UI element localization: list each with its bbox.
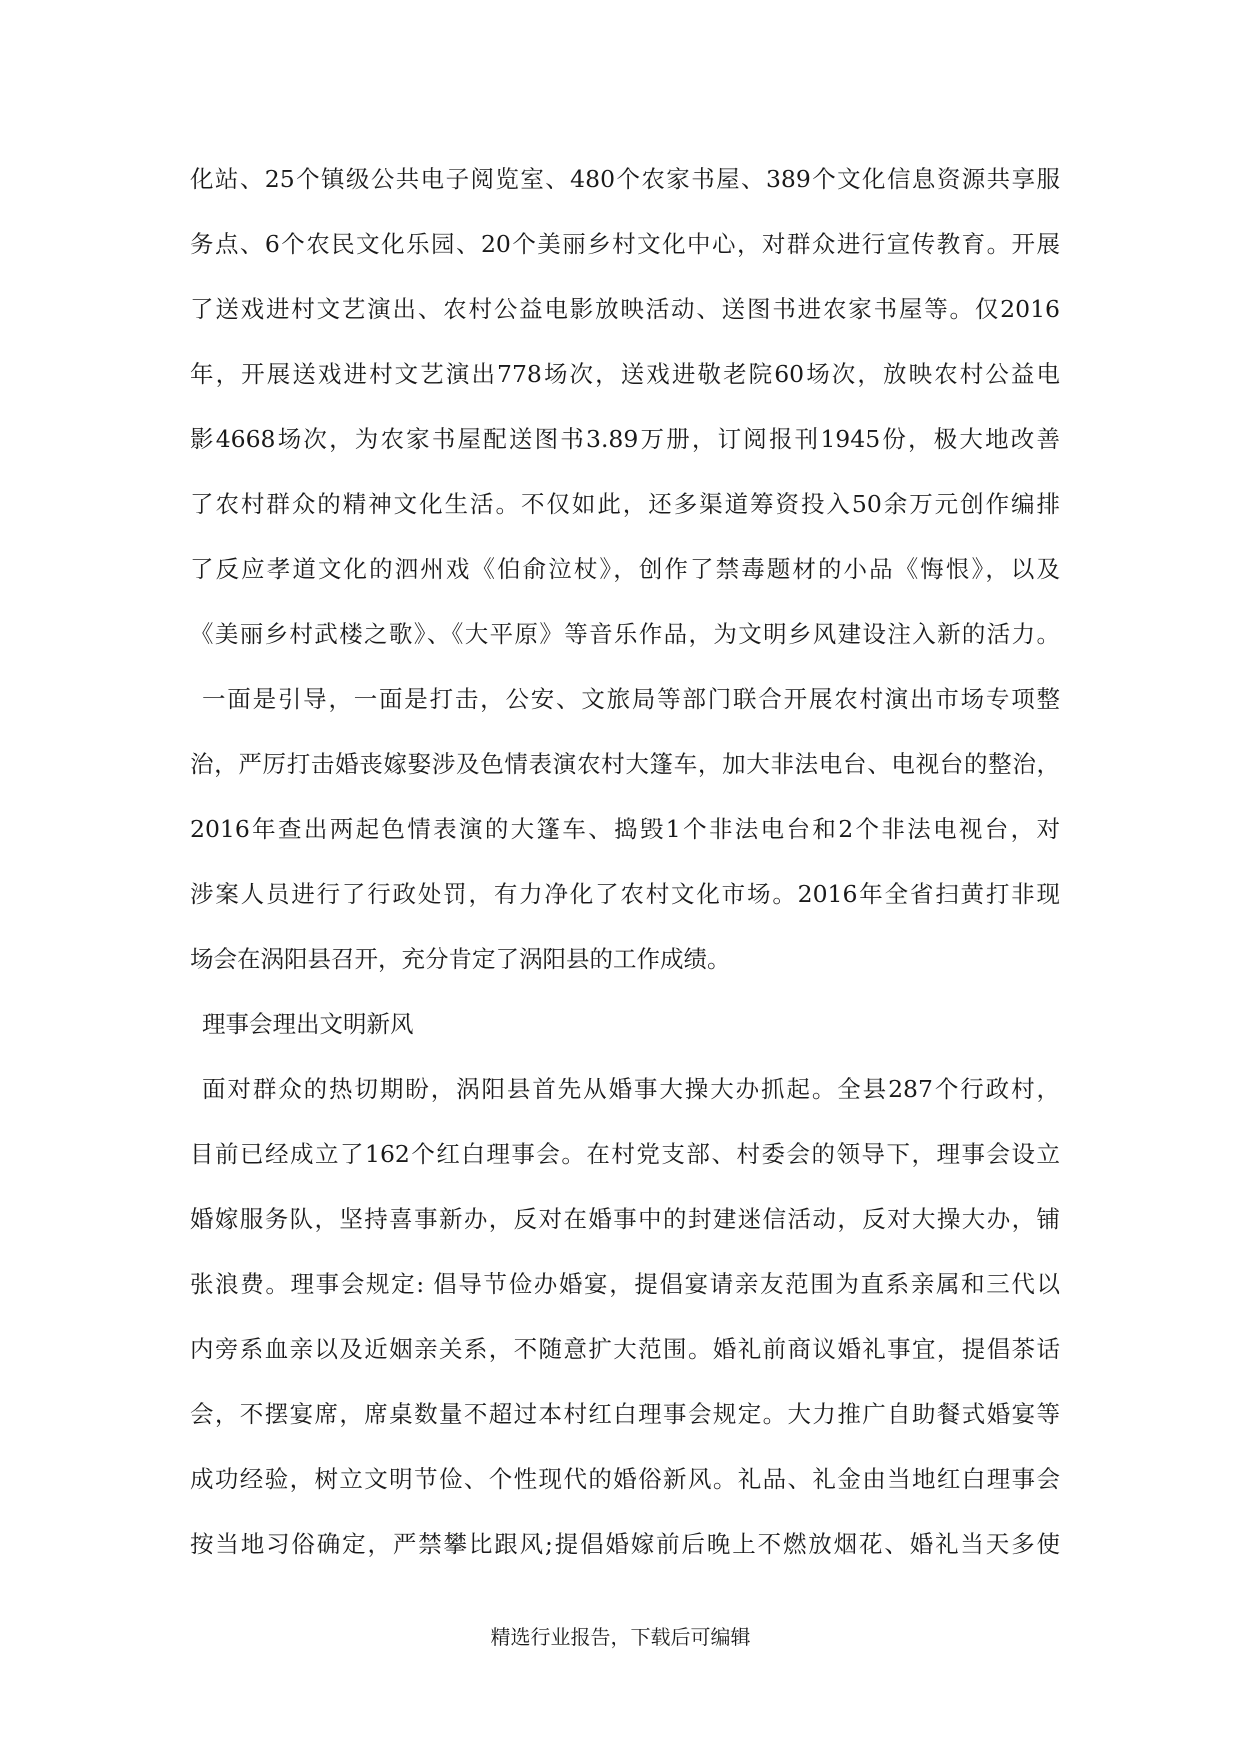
text-line: 按当地习俗确定，严禁攀比跟风;提倡婚嫁前后晚上不燃放烟花、婚礼当天多使 (190, 1530, 1060, 1558)
text-line: 了送戏进村文艺演出、农村公益电影放映活动、送图书进农家书屋等。仅2016 (190, 295, 1060, 323)
text-line: 会，不摆宴席，席桌数量不超过本村红白理事会规定。大力推广自助餐式婚宴等 (190, 1400, 1060, 1428)
text-line: 目前已经成立了162个红白理事会。在村党支部、村委会的领导下，理事会设立 (190, 1140, 1060, 1168)
text-line: 治，严厉打击婚丧嫁娶涉及色情表演农村大篷车，加大非法电台、电视台的整治， (190, 750, 1060, 778)
text-line: 影4668场次，为农家书屋配送图书3.89万册，订阅报刊1945份，极大地改善 (190, 425, 1060, 453)
text-line: 一面是引导，一面是打击，公安、文旅局等部门联合开展农村演出市场专项整 (202, 685, 1060, 713)
text-line: 面对群众的热切期盼，涡阳县首先从婚事大操大办抓起。全县287个行政村， (202, 1075, 1060, 1103)
text-line: 张浪费。理事会规定: 倡导节俭办婚宴，提倡宴请亲友范围为直系亲属和三代以 (190, 1270, 1060, 1298)
text-line: 理事会理出文明新风 (202, 1010, 414, 1038)
text-line: 内旁系血亲以及近姻亲关系，不随意扩大范围。婚礼前商议婚礼事宜，提倡茶话 (190, 1335, 1060, 1363)
text-line: 《美丽乡村武楼之歌》、《大平原》等音乐作品，为文明乡风建设注入新的活力。 (190, 620, 1060, 648)
text-line: 了农村群众的精神文化生活。不仅如此，还多渠道筹资投入50余万元创作编排 (190, 490, 1060, 518)
text-line: 成功经验，树立文明节俭、个性现代的婚俗新风。礼品、礼金由当地红白理事会 (190, 1465, 1060, 1493)
page-footer: 精选行业报告，下载后可编辑 (490, 1625, 751, 1649)
text-line: 2016年查出两起色情表演的大篷车、捣毁1个非法电台和2个非法电视台，对 (190, 815, 1060, 843)
text-line: 婚嫁服务队，坚持喜事新办，反对在婚事中的封建迷信活动，反对大操大办，铺 (190, 1205, 1060, 1233)
text-line: 了反应孝道文化的泗州戏《伯俞泣杖》，创作了禁毒题材的小品《悔恨》，以及 (190, 555, 1060, 583)
document-body (190, 160, 1060, 1590)
text-line: 化站、25个镇级公共电子阅览室、480个农家书屋、389个文化信息资源共享服 (190, 165, 1060, 193)
text-line: 务点、6个农民文化乐园、20个美丽乡村文化中心，对群众进行宣传教育。开展 (190, 230, 1060, 258)
text-line: 年，开展送戏进村文艺演出778场次，送戏进敬老院60场次，放映农村公益电 (190, 360, 1060, 388)
text-line: 场会在涡阳县召开，充分肯定了涡阳县的工作成绩。 (190, 945, 731, 973)
text-line: 涉案人员进行了行政处罚，有力净化了农村文化市场。2016年全省扫黄打非现 (190, 880, 1060, 908)
